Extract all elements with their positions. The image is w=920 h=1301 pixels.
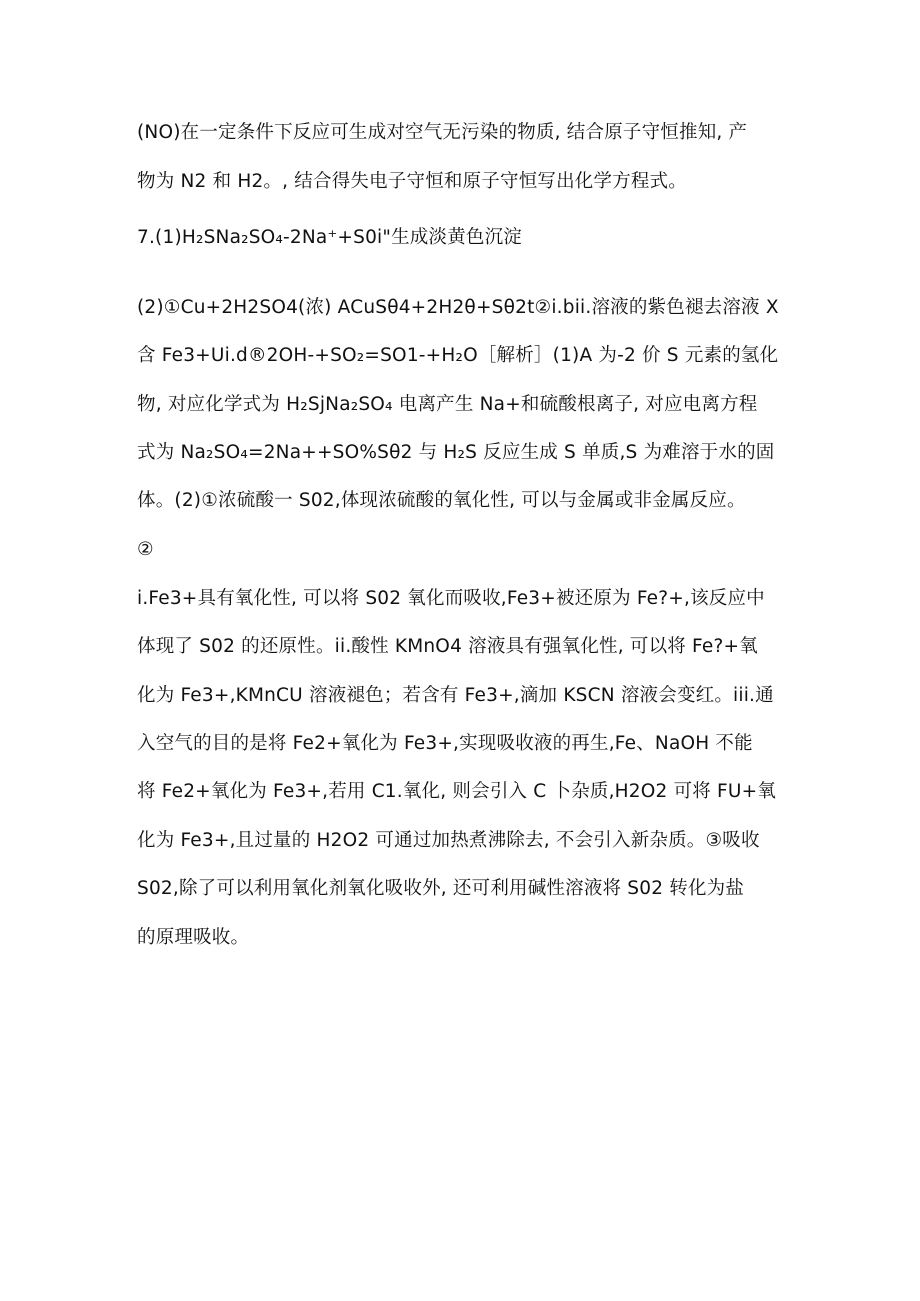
- text-line: 式为 Na₂SO₄=2Na++SO%Sθ2 与 H₂S 反应生成 S 单质,S 为难溶于水的固: [137, 442, 775, 463]
- text-line: 将 Fe2+氧化为 Fe3+,若用 C1.氧化, 则会引入 C 卜杂质,H2O2 可将 FU+氧: [137, 781, 777, 802]
- text-line: 7.(1)H₂SNa₂SO₄-2Na⁺+S0i"生成淡黄色沉淀: [137, 227, 522, 248]
- text-line: 体。(2)①浓硫酸一 S02,体现浓硫酸的氧化性, 可以与金属或非金属反应。: [137, 490, 746, 511]
- text-line: (NO)在一定条件下反应可生成对空气无污染的物质, 结合原子守恒推知, 产: [137, 122, 748, 143]
- text-line: i.Fe3+具有氧化性, 可以将 S02 氧化而吸收,Fe3+被还原为 Fe?+,该反应中: [137, 588, 765, 609]
- text-line: 物为 N2 和 H2。, 结合得失电子守恒和原子守恒写出化学方程式。: [137, 171, 687, 192]
- text-line: (2)①Cu+2H2SO4(浓) ACuSθ4+2H2θ+Sθ2t②i.bii.溶液的紫色褪去溶液 X: [137, 297, 779, 318]
- text-line: 体现了 S02 的还原性。ii.酸性 KMnO4 溶液具有强氧化性, 可以将 Fe?+氧: [137, 636, 758, 657]
- text-line: 的原理吸收。: [137, 927, 250, 948]
- text-line: ②: [137, 539, 154, 560]
- text-line: 入空气的目的是将 Fe2+氧化为 Fe3+,实现吸收液的再生,Fe、NaOH 不能: [137, 733, 753, 754]
- text-line: 含 Fe3+Ui.d®2OH-+SO₂=SO1-+H₂O［解析］(1)A 为-2 价 S 元素的氢化: [137, 345, 779, 366]
- text-line: 化为 Fe3+,且过量的 H2O2 可通过加热煮沸除去, 不会引入新杂质。③吸收: [137, 830, 760, 851]
- text-line: S02,除了可以利用氧化剂氧化吸收外, 还可利用碱性溶液将 S02 转化为盐: [137, 878, 745, 899]
- text-line: 化为 Fe3+,KMnCU 溶液褪色；若含有 Fe3+,滴加 KSCN 溶液会变红。iii.通: [137, 685, 774, 706]
- text-line: 物, 对应化学式为 H₂SjNa₂SO₄ 电离产生 Na+和硫酸根离子, 对应电离方程: [137, 394, 758, 415]
